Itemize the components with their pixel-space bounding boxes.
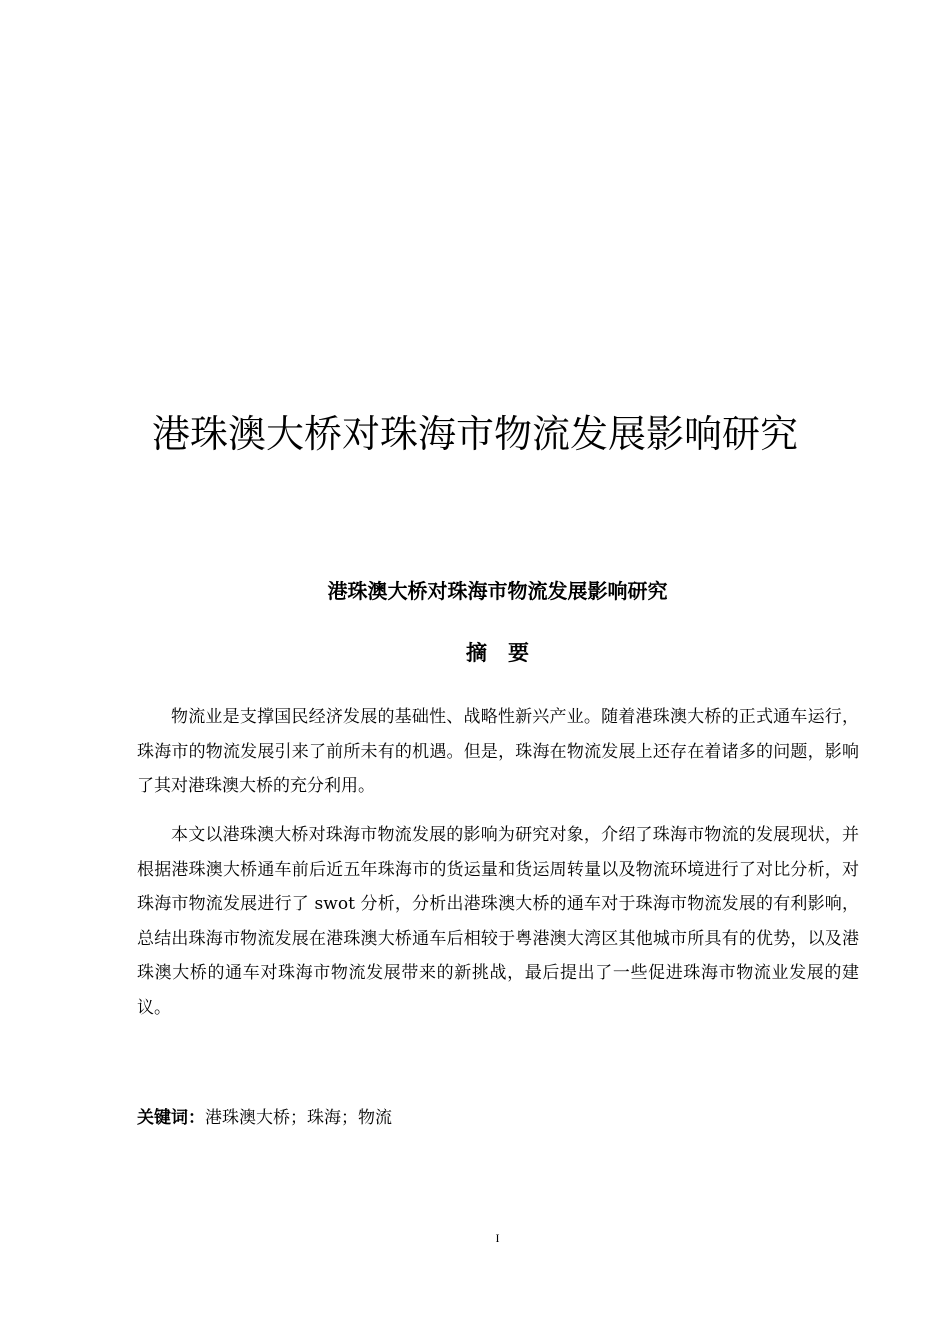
page-number: I — [495, 1231, 500, 1245]
abstract-title: 港珠澳大桥对珠海市物流发展影响研究 — [327, 579, 668, 603]
abstract-paragraph-2: 本文以港珠澳大桥对珠海市物流发展的影响为研究对象，介绍了珠海市物流的发展现状，并根据港珠澳大桥通车前后近五年珠海市的货运量和货运周转量以及物流环境进行了对比分析，对珠海市物流发展进行了 swot 分析，分析出港珠澳大桥的通车对于珠海市物流发展的有利影响，总结出珠海市物流发展在港珠澳大桥通车后相较于粤港澳大湾区其他城市所具有的优势，以及港珠澳大桥的通车对珠海市物流发展带来的新挑战，最后提出了一些促进珠海市物流业发展的建议。 — [137, 825, 859, 1018]
abstract-heading: 摘 要 — [466, 641, 529, 665]
keywords-label: 关键词： — [137, 1108, 205, 1128]
main-title: 港珠澳大桥对珠海市物流发展影响研究 — [151, 412, 798, 456]
keywords-line — [137, 1101, 859, 1135]
keywords-value: 港珠澳大桥；珠海；物流 — [205, 1108, 392, 1128]
abstract-paragraph-1: 物流业是支撑国民经济发展的基础性、战略性新兴产业。随着港珠澳大桥的正式通车运行，珠海市的物流发展引来了前所未有的机遇。但是，珠海在物流发展上还存在着诸多的问题，影响了其对港珠澳大桥的充分利用。 — [137, 707, 859, 796]
